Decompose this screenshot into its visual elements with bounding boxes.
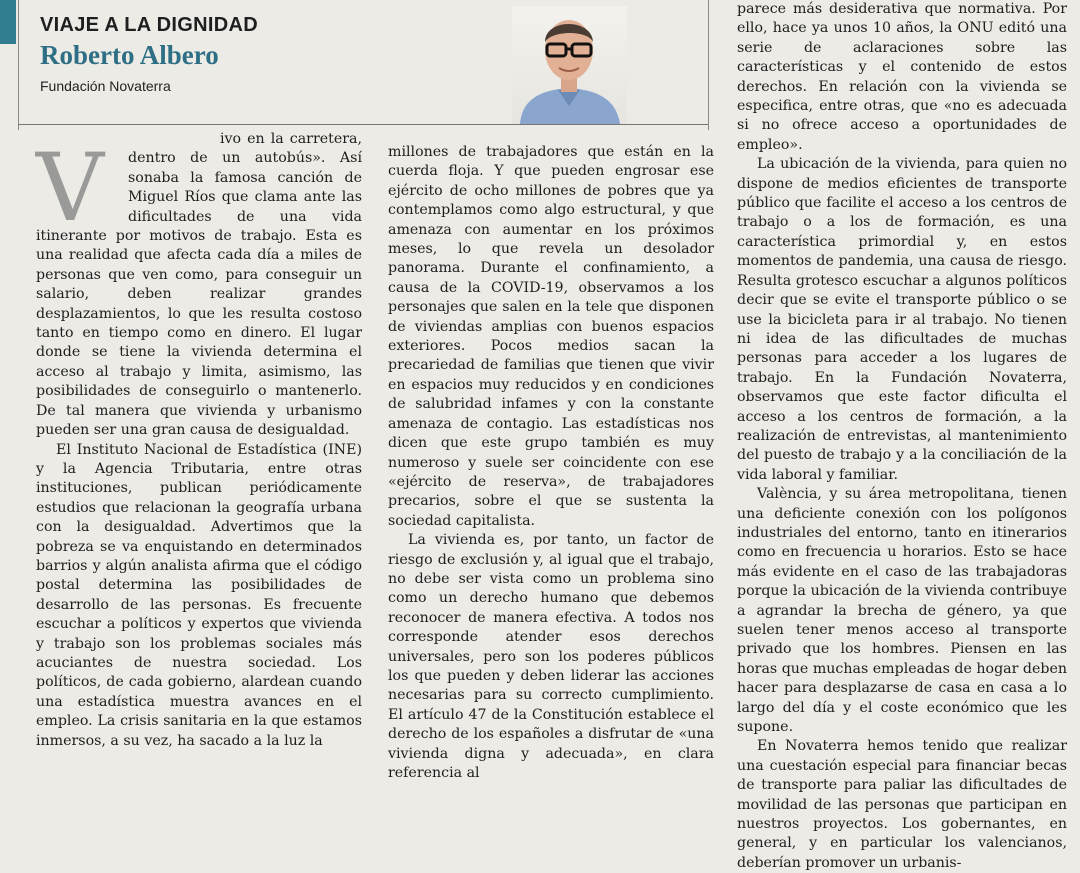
author-organization: Fundación Novaterra [40, 78, 171, 94]
header-divider [18, 124, 708, 125]
article-column-2 [388, 143, 714, 781]
article-column-1 [36, 130, 362, 749]
article-paragraph: parece más desiderativa que normativa. Por ello, hace ya unos 10 años, la ONU editó una serie de aclaraciones sobre las características y el contenido de estos derechos. En relación con la vivienda se especifica, entre otras, que «no es adecuada si no ofrece acceso a oportunidades de empleo». [737, 1, 1067, 153]
article-paragraph: València, y su área metropolitana, tienen una deficiente conexión con los polígonos industriales del entorno, tanto en itinerarios como en frecuencia u horarios. Esto se hace más evidente en el caso de las trabajadoras porque la ubicación de la vivienda contribuye a agrandar la brecha de género, ya que suelen tener menos acceso al transporte privado que los hombres. Piensen en las horas que muchas empleadas de hogar deben hacer para desplazarse de casa en casa a lo largo del día y el coste económico que les supone. [737, 486, 1068, 736]
drop-cap-letter: V [36, 134, 104, 243]
header-left-rule [18, 0, 19, 130]
article-paragraph: La ubicación de la vivienda, para quien no dispone de medios eficientes de transporte público que facilite el acceso a los centros de trabajo o a los de formación, es una característica primordial y, en estos momentos de pandemia, una causa de riesgo. Resulta grotesco escuchar a algunos políticos decir que se evite el transporte público o se use la bicicleta para ir al trabajo. No tienen ni idea de las dificultades de muchas personas para acceder a los lugares de trabajo. En la Fundación Novaterra, observamos que este factor dificulta el acceso a los centros de formación, a la realización de entrevistas, al mantenimiento del puesto de trabajo y a la conciliación de la vida laboral y familiar. [737, 156, 1067, 483]
article-paragraph: millones de trabajadores que están en la cuerda floja. Y que pueden engrosar ese ejército de ocho millones de pobres que ya contemplamos como algo estructural, y que amenaza con aumentar en los próximos meses, lo que revela un desolador panorama. Durante el confinamiento, a causa de la COVID-19, observamos a los personajes que salen en la tele que disponen de viviendas amplias con buenos espacios exteriores. Pocos medios sacan la precariedad de familias que tienen que vivir en espacios muy reducidos y en condiciones de salubridad infames y con la constante amenaza de contagio. Las estadísticas nos dicen que este grupo también es muy numeroso y suele ser coincidente con ese «ejército de reserva», de trabajadores precarios, sobre el que se sustenta la sociedad capitalista. [388, 144, 714, 529]
section-kicker: VIAJE A LA DIGNIDAD [40, 14, 258, 36]
portrait-illustration [512, 6, 627, 124]
article-paragraph: ivo en la carretera, dentro de un autobús». Así sonaba la famosa canción de Miguel Ríos que clama ante las dificultades de una vida itinerante por motivos de trabajo. Esta es una realidad que afecta cada día a miles de personas que ven como, para conseguir un salario, deben realizar grandes desplazamientos, lo que les resulta costoso tanto en tiempo como en dinero. El lugar donde se tiene la vivienda determina el acceso al trabajo y limita, asimismo, las posibilidades de conseguirlo o mantenerlo. De tal manera que vivienda y urbanismo pueden ser una gran causa de desigualdad. [36, 131, 362, 439]
article-column-3 [737, 0, 1068, 871]
author-name: Roberto Albero [40, 40, 219, 70]
author-portrait [512, 6, 627, 124]
article-paragraph: En Novaterra hemos tenido que realizar una cuestación especial para financiar becas de transporte para paliar las dificultades de movilidad de las personas que participan en nuestros proyectos. Los gobernantes, en general, y en particular los valencianos, deberían promover un urbanis- [737, 738, 1067, 871]
article-paragraph: El Instituto Nacional de Estadística (INE) y la Agencia Tributaria, entre otras instituciones, publican periódicamente estudios que relacionan la geografía urbana con la desigualdad. Advertimos que la pobreza se va enquistando en determinados barrios y algún analista afirma que el código postal determina las posibilidades de desarrollo de las personas. Es frecuente escuchar a políticos y expertos que vivienda y trabajo son los problemas sociales más acuciantes de nuestra sociedad. Los políticos, de cada gobierno, alardean cuando una estadística muestra avances en el empleo. La crisis sanitaria en la que estamos inmersos, a su vez, ha sacado a la luz la [36, 441, 362, 749]
article-paragraph: La vivienda es, por tanto, un factor de riesgo de exclusión y, al igual que el trabajo, no debe ser vista como un problema sino como un derecho humano que debemos reconocer de manera efectiva. A todos nos corresponde atender esos derechos universales, pero son los poderes públicos los que pueden y deben liderar las acciones necesarias para su correcto cumplimiento. El artículo 47 de la Constitución establece el derecho de los españoles a disfrutar de «una vivienda digna y adecuada», en clara referencia al [388, 532, 714, 781]
section-color-bar [0, 0, 16, 44]
header-right-rule [708, 0, 709, 130]
